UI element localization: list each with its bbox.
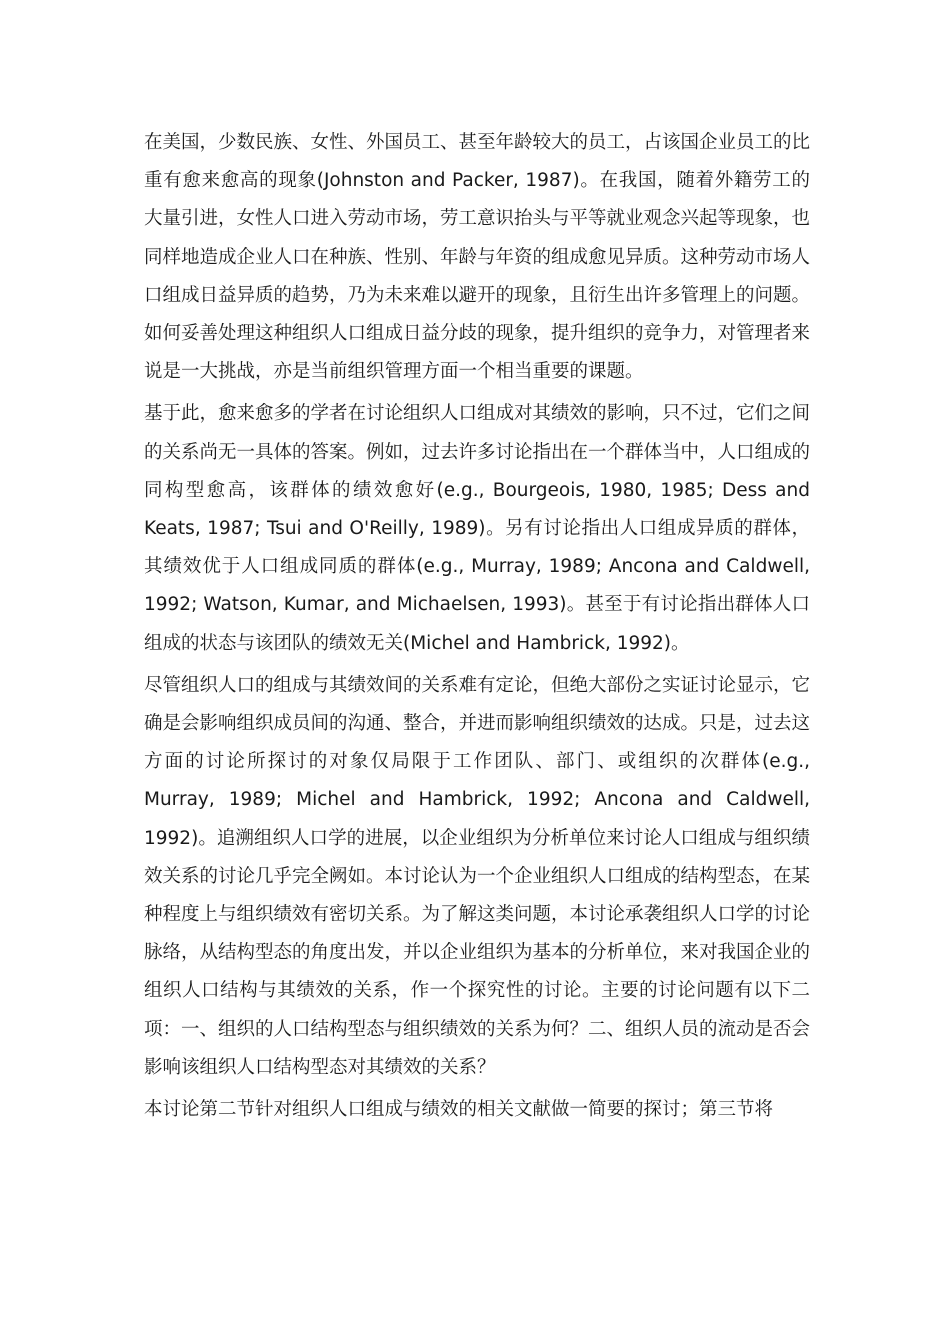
document-page [144,124,810,1133]
paragraph-4: 本讨论第二节针对组织人口组成与绩效的相关文献做一简要的探讨；第三节将 [144,1099,774,1121]
paragraph-1: 在美国，少数民族、女性、外国员工、甚至年龄较大的员工，占该国企业员工的比重有愈来愈高的现象(Johnston and Packer, 1987)。在我国，随着外籍劳工的大量引进，女性人口进入劳动市场，劳工意识抬头与平等就业观念兴起等现象，也同样地造成企业人口在种族、性别、年龄与年资的组成愈见异质。这种劳动市场人口组成日益异质的趋势，乃为未来难以避开的现象，且衍生出许多管理上的问题。如何妥善处理这种组织人口组成日益分歧的现象，提升组织的竞争力，对管理者来说是一大挑战，亦是当前组织管理方面一个相当重要的课题。 [144,132,811,383]
paragraph-2: 基于此，愈来愈多的学者在讨论组织人口组成对其绩效的影响，只不过，它们之间的关系尚无一具体的答案。例如，过去许多讨论指出在一个群体当中，人口组成的同构型愈高，该群体的绩效愈好(e.g., Bourgeois, 1980, 1985; Dess and Keats, 1987; Tsui and O'Reilly, 1989)。另有讨论指出人口组成异质的群体，其绩效优于人口组成同质的群体(e.g., Murray, 1989; Ancona and Caldwell, 1992; Watson, Kumar, and Michaelsen, 1993)。甚至于有讨论指出群体人口组成的状态与该团队的绩效无关(Michel and Hambrick, 1992)。 [144,403,811,654]
paragraph-3: 尽管组织人口的组成与其绩效间的关系难有定论，但绝大部份之实证讨论显示，它确是会影响组织成员间的沟通、整合，并进而影响组织绩效的达成。只是，过去这方面的讨论所探讨的对象仅局限于工作团队、部门、或组织的次群体(e.g., Murray, 1989; Michel and Hambrick, 1992; Ancona and Caldwell, 1992)。追溯组织人口学的进展，以企业组织为分析单位来讨论人口组成与组织绩效关系的讨论几乎完全阙如。本讨论认为一个企业组织人口组成的结构型态，在某种程度上与组织绩效有密切关系。为了解这类问题，本讨论承袭组织人口学的讨论脉络，从结构型态的角度出发，并以企业组织为基本的分析单位，来对我国企业的组织人口结构与其绩效的关系，作一个探究性的讨论。主要的讨论问题有以下二项：一、组织的人口结构型态与组织绩效的关系为何？二、组织人员的流动是否会影响该组织人口结构型态对其绩效的关系？ [144,674,811,1078]
